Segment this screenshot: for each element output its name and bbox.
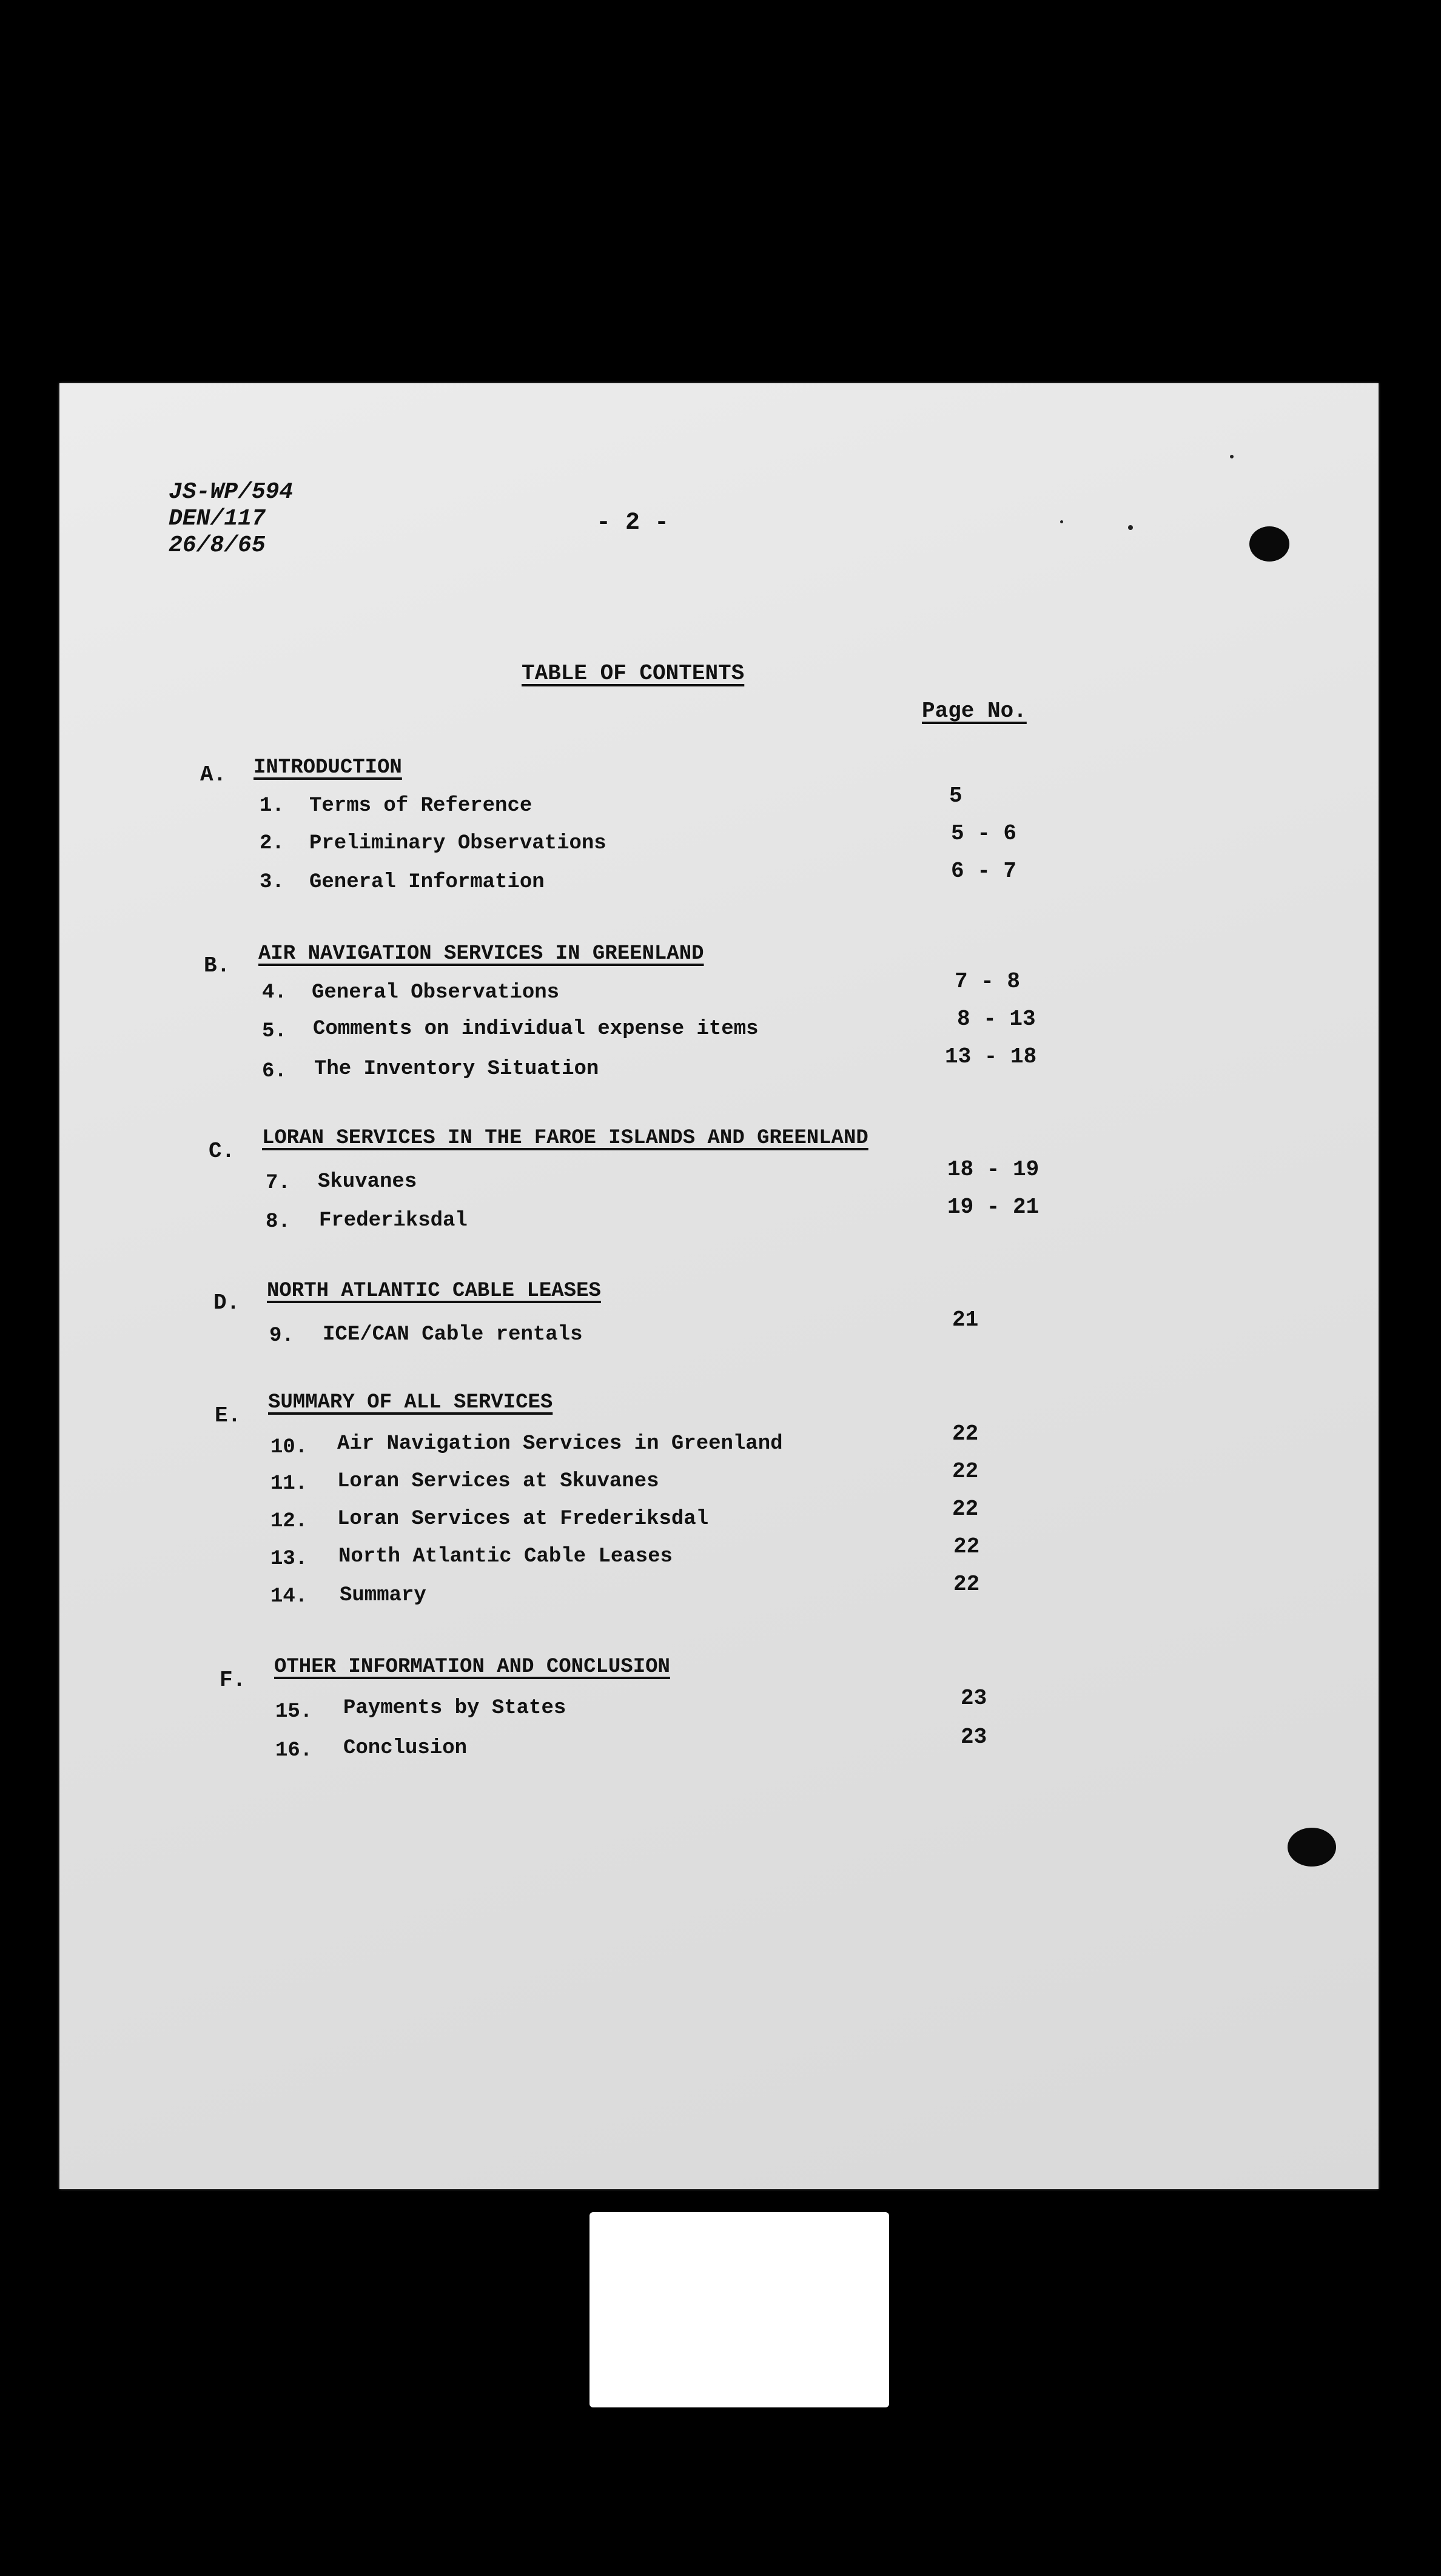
item-pages: 5 <box>949 783 962 808</box>
item-pages: 8 - 13 <box>957 1007 1036 1031</box>
item-number: 11. <box>270 1472 308 1495</box>
item-label: The Inventory Situation <box>314 1058 599 1081</box>
section-letter: A. <box>200 762 227 787</box>
item-label: Preliminary Observations <box>309 832 606 855</box>
item-pages: 23 <box>961 1686 987 1711</box>
section-title: AIR NAVIGATION SERVICES IN GREENLAND <box>258 942 704 965</box>
section-letter: B. <box>204 953 230 978</box>
section-title: OTHER INFORMATION AND CONCLUSION <box>274 1655 670 1679</box>
item-number: 13. <box>270 1548 308 1571</box>
item-pages: 18 - 19 <box>947 1157 1040 1182</box>
item-label: Skuvanes <box>318 1170 417 1193</box>
item-pages: 7 - 8 <box>955 969 1021 994</box>
item-label: ICE/CAN Cable rentals <box>323 1323 583 1346</box>
item-pages: 22 <box>952 1421 979 1446</box>
section-letter: F. <box>220 1668 246 1692</box>
item-number: 2. <box>260 832 284 855</box>
item-number: 14. <box>270 1585 308 1608</box>
section-letter: D. <box>213 1290 240 1315</box>
item-label: Loran Services at Frederiksdal <box>337 1508 709 1531</box>
section-title: INTRODUCTION <box>254 756 402 779</box>
item-label: Terms of Reference <box>309 794 532 817</box>
item-pages: 23 <box>961 1725 987 1749</box>
item-label: Air Navigation Services in Greenland <box>337 1432 783 1455</box>
section-title: NORTH ATLANTIC CABLE LEASES <box>267 1280 601 1303</box>
document-page <box>59 383 1379 2189</box>
item-label: General Observations <box>312 981 560 1004</box>
ink-blot-top <box>1249 526 1289 562</box>
speck <box>1060 520 1063 523</box>
reference-line-2: DEN/117 <box>169 506 266 532</box>
reference-line-1: JS-WP/594 <box>169 479 294 505</box>
item-label: General Information <box>309 871 545 894</box>
item-label: Conclusion <box>343 1737 468 1760</box>
toc-title: TABLE OF CONTENTS <box>522 661 745 686</box>
item-pages: 22 <box>953 1534 980 1559</box>
item-pages: 22 <box>952 1497 979 1521</box>
speck <box>1128 525 1133 530</box>
item-number: 7. <box>266 1172 291 1195</box>
item-number: 15. <box>275 1700 313 1723</box>
item-pages: 19 - 21 <box>947 1195 1040 1219</box>
film-label-box <box>590 2212 889 2407</box>
item-number: 10. <box>270 1436 308 1459</box>
item-number: 1. <box>260 794 284 817</box>
page-number: - 2 - <box>596 509 670 537</box>
item-pages: 13 - 18 <box>945 1044 1037 1069</box>
item-label: Loran Services at Skuvanes <box>337 1470 659 1493</box>
item-pages: 21 <box>952 1307 979 1332</box>
item-number: 12. <box>270 1510 308 1533</box>
section-letter: E. <box>215 1403 241 1428</box>
item-label: Frederiksdal <box>319 1209 468 1232</box>
item-pages: 22 <box>952 1459 979 1484</box>
ink-blot-bottom <box>1288 1828 1336 1867</box>
section-title: SUMMARY OF ALL SERVICES <box>268 1391 553 1414</box>
item-pages: 22 <box>953 1572 980 1597</box>
page-column-header: Page No. <box>922 699 1027 723</box>
item-number: 8. <box>266 1210 291 1233</box>
item-label: Payments by States <box>343 1697 566 1720</box>
item-label: Summary <box>340 1584 426 1607</box>
item-number: 4. <box>262 981 287 1004</box>
item-label: Comments on individual expense items <box>313 1018 759 1041</box>
section-title: LORAN SERVICES IN THE FAROE ISLANDS AND GREENLAND <box>262 1127 868 1150</box>
speck <box>1230 455 1234 458</box>
item-number: 9. <box>269 1324 294 1347</box>
item-label: North Atlantic Cable Leases <box>338 1545 673 1568</box>
section-letter: C. <box>209 1139 235 1164</box>
item-number: 5. <box>262 1020 287 1043</box>
item-number: 6. <box>262 1060 287 1083</box>
reference-line-3: 26/8/65 <box>169 532 266 558</box>
item-number: 16. <box>275 1739 313 1762</box>
item-pages: 6 - 7 <box>951 859 1017 884</box>
item-pages: 5 - 6 <box>951 821 1017 846</box>
item-number: 3. <box>260 871 284 894</box>
